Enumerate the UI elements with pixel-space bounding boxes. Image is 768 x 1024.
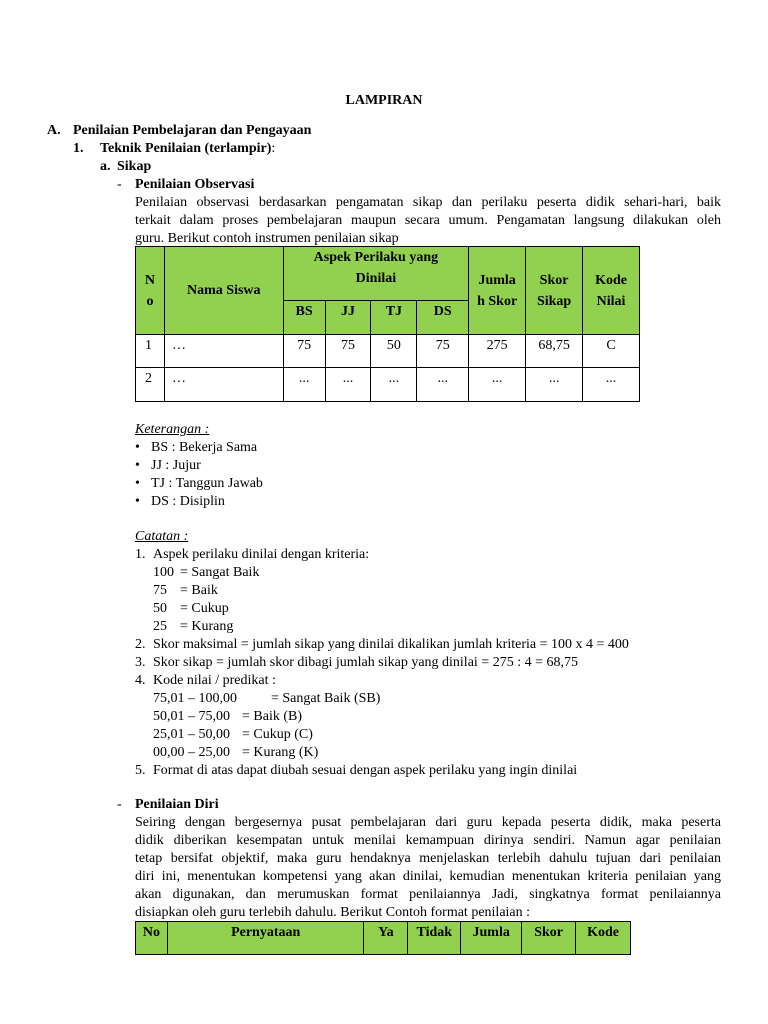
item-1-line (100, 140, 275, 158)
catatan-line: Format di atas dapat diubah sesuai dengan aspek perilaku yang ingin dinilai (153, 763, 578, 778)
header-tj: TJ (371, 301, 417, 335)
keterangan-item: DS : Disiplin (151, 494, 225, 509)
kriteria-value: 75 (153, 583, 167, 598)
kriteria-value: 25 (153, 619, 167, 634)
kriteria-value: 50 (153, 601, 167, 616)
header-aspek (283, 247, 469, 301)
item-1-suffix: : (271, 141, 276, 156)
diri-line: didik diberikan kesempatan untuk menilai kemampuan dirinya sendiri. Namun agar penilaian (135, 833, 721, 848)
catatan-number: 3. (135, 655, 146, 670)
observasi-paragraph (135, 194, 721, 248)
list-item-bullet: • (135, 494, 140, 509)
catatan-line: Skor maksimal = jumlah sikap yang dinilai dikalikan jumlah kriteria = 100 x 4 = 400 (153, 637, 629, 652)
section-a-heading: Penilaian Pembelajaran dan Pengayaan (73, 123, 312, 138)
header-skor-sikap (526, 247, 583, 335)
header-no-line2: o (146, 293, 154, 309)
item-1-marker: 1. (73, 141, 84, 156)
header-no: No (136, 922, 168, 955)
cell-nama: … (164, 335, 283, 368)
list-item-bullet: • (135, 476, 140, 491)
diri-line: disiapkan oleh guru terlebih dahulu. Berikut Contoh format penilaian : (135, 905, 531, 920)
header-aspek-line1: Aspek Perilaku yang (313, 250, 439, 265)
table-row (136, 335, 640, 368)
header-jumlah: Jumla (461, 922, 522, 955)
observasi-bullet: - (117, 177, 122, 192)
cell-jumlah: 275 (469, 335, 526, 368)
observasi-heading: Penilaian Observasi (135, 177, 255, 192)
header-skor-line2: Sikap (536, 293, 572, 309)
cell-bs: 75 (283, 335, 325, 368)
cell-nama: … (164, 368, 283, 402)
observasi-line: Penilaian observasi berdasarkan pengamatan sikap dan perilaku peserta didik sehari-hari, baik (135, 195, 721, 210)
catatan-number: 1. (135, 547, 146, 562)
diri-line: tetap bersifat objektif, maka guru hendaknya menjelaskan terlebih dahulu tujuan dari penilaian (135, 851, 721, 866)
diri-line: diri ini, menentukan kompetensi yang akan dinilai, kemudian menentukan kriteria penilaian yang (135, 869, 721, 884)
predikat-label: = Kurang (K) (242, 745, 319, 760)
predikat-label: = Baik (B) (242, 709, 302, 724)
item-1-heading: Teknik Penilaian (terlampir) (100, 141, 272, 156)
cell-skor: ... (526, 368, 583, 402)
table-row (136, 368, 640, 402)
catatan-line: Skor sikap = jumlah skor dibagi jumlah sikap yang dinilai = 275 : 4 = 68,75 (153, 655, 578, 670)
header-jumlah-line2: h Skor (477, 293, 518, 309)
keterangan-item: BS : Bekerja Sama (151, 440, 258, 455)
page-title: LAMPIRAN (345, 93, 423, 108)
observasi-line: terkait dalam proses pembelajaran maupun secara umum. Pengamatan langsung dilakukan oleh (135, 213, 721, 228)
header-no (136, 247, 165, 335)
predikat-label: = Cukup (C) (242, 727, 313, 742)
keterangan-item: TJ : Tanggun Jawab (151, 476, 263, 491)
header-kode-line2: Nilai (596, 293, 626, 309)
predikat-range: 50,01 – 75,00 (153, 709, 230, 724)
item-a-heading: Sikap (117, 159, 152, 174)
cell-jj: 75 (325, 335, 371, 368)
predikat-label: = Sangat Baik (SB) (271, 691, 381, 706)
header-ya: Ya (364, 922, 408, 955)
observasi-line: guru. Berikut contoh instrumen penilaian sikap (135, 231, 399, 246)
kriteria-label: = Kurang (180, 619, 234, 634)
header-pernyataan: Pernyataan (167, 922, 363, 955)
cell-kode: C (583, 335, 640, 368)
kriteria-label: = Baik (180, 583, 218, 598)
header-skor-line1: Skor (539, 272, 569, 288)
penilaian-diri-table (135, 921, 631, 955)
kriteria-label: = Sangat Baik (180, 565, 260, 580)
cell-tj: ... (371, 368, 417, 402)
section-a-marker: A. (47, 123, 61, 138)
header-kode-line1: Kode (595, 272, 627, 288)
cell-bs: ... (283, 368, 325, 402)
item-a-marker: a. (100, 159, 111, 174)
header-kode-nilai (583, 247, 640, 335)
predikat-range: 75,01 – 100,00 (153, 691, 237, 706)
kriteria-label: = Cukup (180, 601, 229, 616)
cell-skor: 68,75 (526, 335, 583, 368)
catatan-number: 5. (135, 763, 146, 778)
diri-line: Seiring dengan bergesernya pusat pembelajaran dari guru kepada peserta didik, maka peserta (135, 815, 721, 830)
catatan-title: Catatan : (135, 529, 189, 544)
diri-line: akan digunakan, dan merumuskan format penilaiannya Jadi, singkatnya format penilaiannya (135, 887, 721, 902)
cell-tj: 50 (371, 335, 417, 368)
cell-jj: ... (325, 368, 371, 402)
kriteria-value: 100 (153, 565, 174, 580)
keterangan-item: JJ : Jujur (151, 458, 201, 473)
header-tidak: Tidak (408, 922, 461, 955)
cell-no: 1 (136, 335, 165, 368)
header-ds: DS (417, 301, 469, 335)
cell-jumlah: ... (469, 368, 526, 402)
predikat-range: 25,01 – 50,00 (153, 727, 230, 742)
cell-ds: ... (417, 368, 469, 402)
header-jumlah-line1: Jumla (478, 272, 516, 288)
header-kode: Kode (576, 922, 631, 955)
sikap-table (135, 246, 640, 402)
list-item-bullet: • (135, 458, 140, 473)
header-jj: JJ (325, 301, 371, 335)
cell-no: 2 (136, 368, 165, 402)
catatan-line: Kode nilai / predikat : (153, 673, 276, 688)
header-bs: BS (283, 301, 325, 335)
keterangan-title: Keterangan : (135, 422, 210, 437)
header-no-line1: N (144, 272, 156, 288)
header-jumlah-skor (469, 247, 526, 335)
header-skor: Skor (522, 922, 576, 955)
cell-kode: ... (583, 368, 640, 402)
predikat-range: 00,00 – 25,00 (153, 745, 230, 760)
header-nama-siswa: Nama Siswa (164, 247, 283, 335)
cell-ds: 75 (417, 335, 469, 368)
header-aspek-line2: Dinilai (355, 271, 397, 286)
catatan-number: 4. (135, 673, 146, 688)
diri-paragraph (135, 814, 721, 922)
catatan-number: 2. (135, 637, 146, 652)
diri-bullet: - (117, 797, 122, 812)
list-item-bullet: • (135, 440, 140, 455)
catatan-line: Aspek perilaku dinilai dengan kriteria: (153, 547, 370, 562)
diri-heading: Penilaian Diri (135, 797, 219, 812)
